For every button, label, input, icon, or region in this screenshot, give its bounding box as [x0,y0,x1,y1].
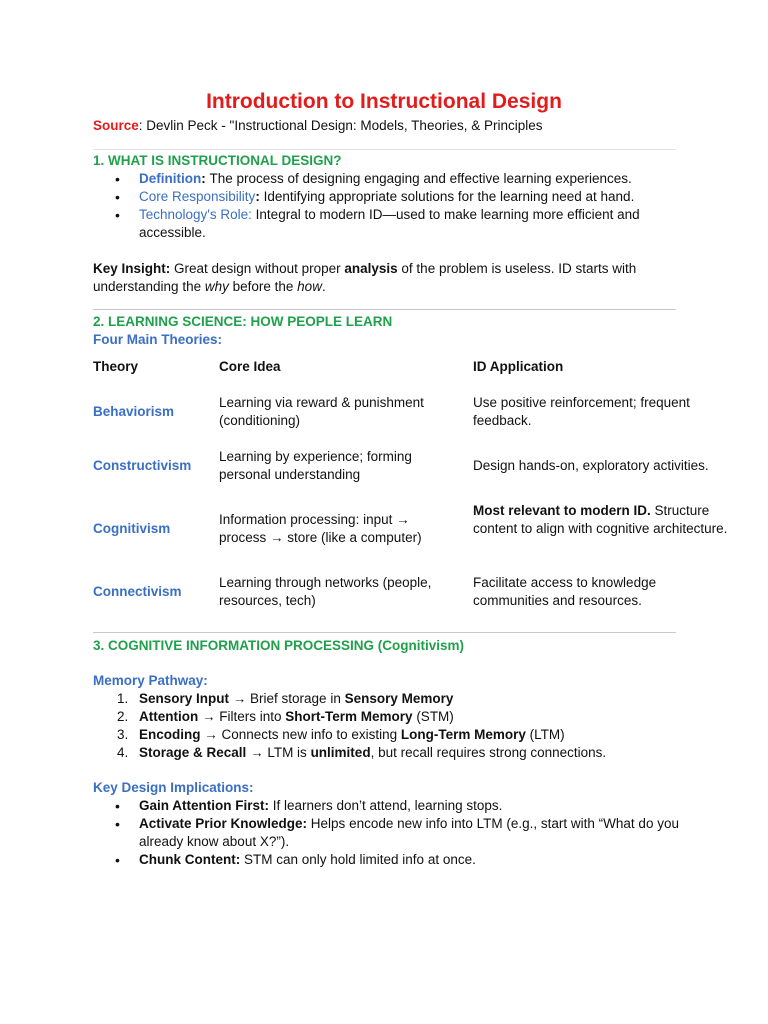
divider-top [93,149,676,150]
memory-pathway-heading: Memory Pathway: [93,673,208,688]
list-item-core-responsibility [93,188,693,206]
app-bold: Most relevant to modern ID. [473,503,651,518]
list-item [93,726,693,744]
list-item [93,851,693,869]
arrow-icon: → [246,745,268,760]
core-idea-cell: Information processing: input → process → store (like a computer) [219,512,422,545]
divider-1 [93,309,676,310]
app-text: Use positive reinforcement; frequent feedback. [473,395,690,428]
item-number: 2. [117,709,129,724]
list-item [93,797,693,815]
step-bold: Short-Term Memory [285,709,413,724]
step-bold: unlimited [310,745,371,760]
item-text: The process of designing engaging and effective learning experiences. [209,171,632,186]
item-text: Helps encode new info into LTM (e.g., start with “What do you already know about X?”). [139,816,679,849]
item-number: 4. [117,745,129,760]
theory-cognitivism: Cognitivism [93,521,171,536]
document-title: Introduction to Instructional Design [206,90,562,113]
insight-italic: why [204,279,229,294]
insight-text: Great design without proper [170,261,345,276]
app-text: Facilitate access to knowledge communities and resources. [473,575,657,608]
source-label: Source [93,118,139,133]
item-label: Definition [139,171,202,186]
column-header-core-idea: Core Idea [219,359,281,374]
item-sep: : [201,171,210,186]
step-bold: Sensory Memory [344,691,454,706]
column-header-id-application: ID Application [473,359,564,374]
list-item-definition [93,170,693,188]
step-text: Filters into [219,709,286,724]
section-2-heading: 2. LEARNING SCIENCE: HOW PEOPLE LEARN [93,314,393,329]
theory-constructivism: Constructivism [93,458,192,473]
item-text: Integral to modern ID—used to make learning more efficient and accessible. [139,207,640,240]
insight-text: . [321,279,326,294]
section-3-heading: 3. COGNITIVE INFORMATION PROCESSING (Cognitivism) [93,638,465,653]
step-text: Connects new info to existing [221,727,401,742]
source-line [93,117,543,135]
insight-bold: analysis [344,261,398,276]
column-header-theory: Theory [93,359,139,374]
id-application-cell [473,457,733,475]
app-text: Design hands-on, exploratory activities. [473,458,709,473]
key-insight-paragraph [93,260,673,296]
step-text: LTM is [267,745,311,760]
theory-connectivism: Connectivism [93,584,182,599]
list-item [93,690,693,708]
item-text: If learners don’t attend, learning stops. [269,798,503,813]
insight-italic: how [297,279,322,294]
app-text: Structure content to align with cognitive architecture. [473,503,728,536]
item-text: STM can only hold limited info at once. [240,852,476,867]
insight-text: before the [228,279,298,294]
step-text: (STM) [412,709,454,724]
source-text: : Devlin Peck - "Instructional Design: Models, Theories, & Principles [138,118,543,133]
arrow-icon: → [200,727,222,742]
step-label: Attention [139,709,199,724]
design-implications-list [93,797,693,869]
list-item [93,708,693,726]
item-label: Gain Attention First: [139,798,269,813]
definition-list [93,170,693,242]
arrow-icon: → [229,691,251,706]
id-application-cell [473,574,713,610]
list-item [93,815,693,851]
arrow-icon: → [198,709,220,724]
item-label: Chunk Content: [139,852,241,867]
design-implications-heading: Key Design Implications: [93,780,254,795]
id-application-cell [473,394,713,430]
core-idea-cell: Learning by experience; forming personal understanding [219,449,412,482]
key-insight-label: Key Insight: [93,261,171,276]
item-number: 3. [117,727,129,742]
core-idea-cell: Learning via reward & punishment (conditioning) [219,395,424,428]
step-text: Brief storage in [250,691,345,706]
item-text: Identifying appropriate solutions for the learning need at hand. [263,189,635,204]
step-text: , but recall requires strong connections. [370,745,607,760]
insight-text: of the problem is useless. ID starts with understanding the [93,261,637,294]
item-number: 1. [117,691,129,706]
step-text: (LTM) [525,727,565,742]
item-label: Activate Prior Knowledge: [139,816,308,831]
step-label: Encoding [139,727,201,742]
list-item [93,744,693,762]
theory-behaviorism: Behaviorism [93,404,175,419]
step-label: Storage & Recall [139,745,247,760]
theories-subheading: Four Main Theories: [93,332,223,347]
core-idea-cell: Learning through networks (people, resources, tech) [219,575,432,608]
step-label: Sensory Input [139,691,230,706]
divider-2 [93,632,676,633]
list-item-technology-role [93,206,693,242]
memory-pathway-list [93,690,693,762]
section-1-heading: 1. WHAT IS INSTRUCTIONAL DESIGN? [93,153,342,168]
item-sep: : [255,189,264,204]
id-application-cell [473,502,728,538]
step-bold: Long-Term Memory [400,727,526,742]
item-label: Core Responsibility [139,189,256,204]
item-label: Technology's Role: [139,207,252,222]
